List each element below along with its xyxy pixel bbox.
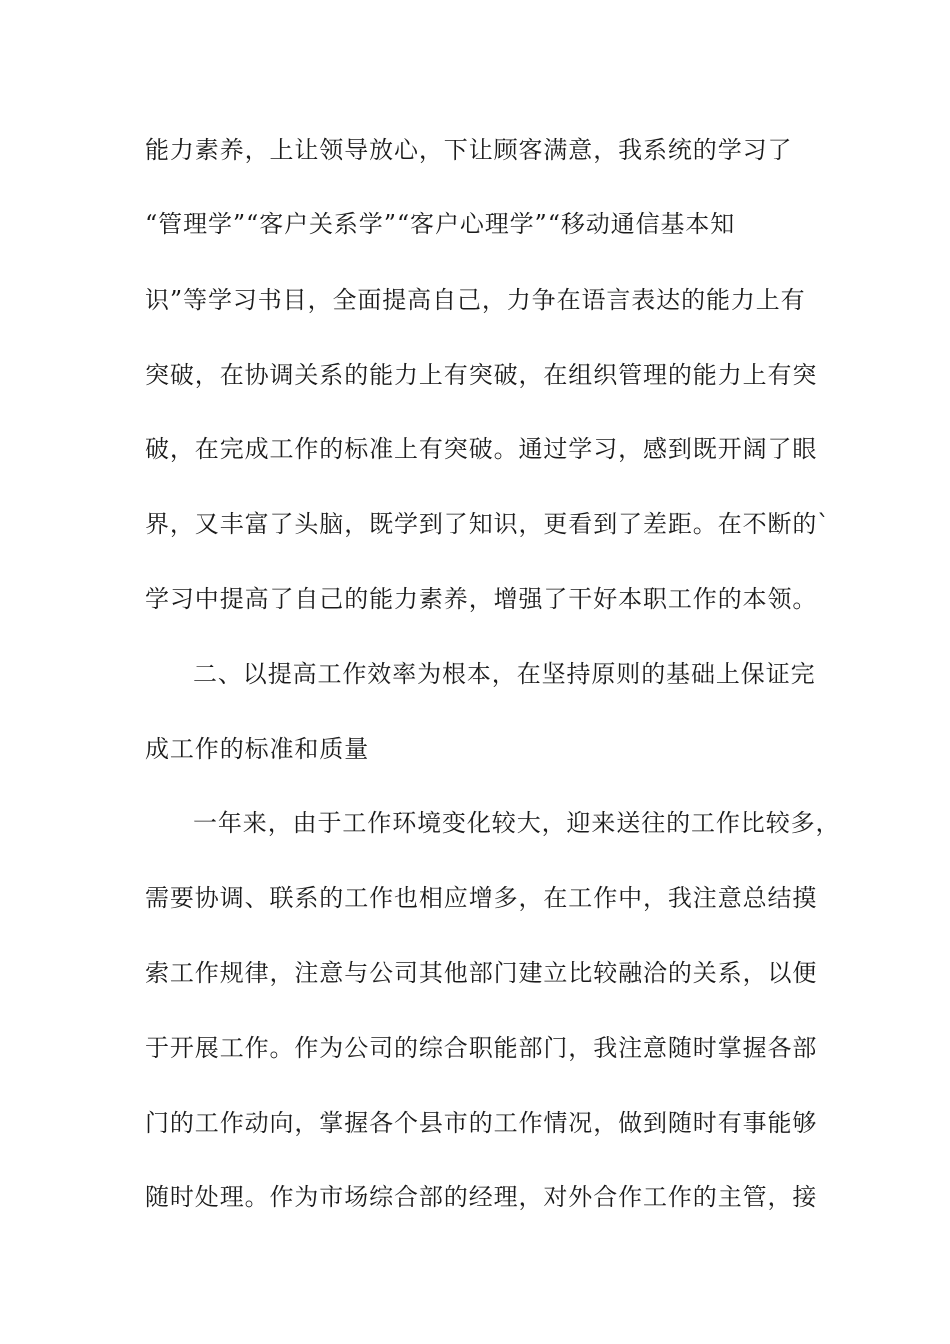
text-line: 突破，在协调关系的能力上有突破，在组织管理的能力上有突 [145, 361, 818, 389]
text-line: 能力素养，上让领导放心，下让顾客满意，我系统的学习了 [145, 136, 793, 164]
text-line: “管理学”“客户关系学”“客户心理学”“移动通信基本知 [145, 210, 736, 238]
section-heading-line: 二、以提高工作效率为根本，在坚持原则的基础上保证完 [193, 660, 816, 688]
text-line: 破，在完成工作的标准上有突破。通过学习，感到既开阔了眼 [145, 435, 818, 463]
text-line: 学习中提高了自己的能力素养，增强了干好本职工作的本领。 [145, 585, 818, 613]
text-line: 需要协调、联系的工作也相应增多，在工作中，我注意总结摸 [145, 884, 818, 912]
text-line: 识”等学习书目，全面提高自己，力争在语言表达的能力上有 [145, 286, 806, 314]
text-line: 索工作规律，注意与公司其他部门建立比较融洽的关系，以便 [145, 959, 818, 987]
text-line: 界，又丰富了头脑，既学到了知识，更看到了差距。在不断的` [145, 510, 831, 538]
text-line: 随时处理。作为市场综合部的经理，对外合作工作的主管，接 [145, 1183, 818, 1211]
section-heading-line: 成工作的标准和质量 [145, 735, 370, 763]
text-line: 门的工作动向，掌握各个县市的工作情况，做到随时有事能够 [145, 1109, 818, 1137]
text-line: 一年来，由于工作环境变化较大，迎来送往的工作比较多， [193, 809, 841, 837]
text-line: 于开展工作。作为公司的综合职能部门，我注意随时掌握各部 [145, 1034, 818, 1062]
